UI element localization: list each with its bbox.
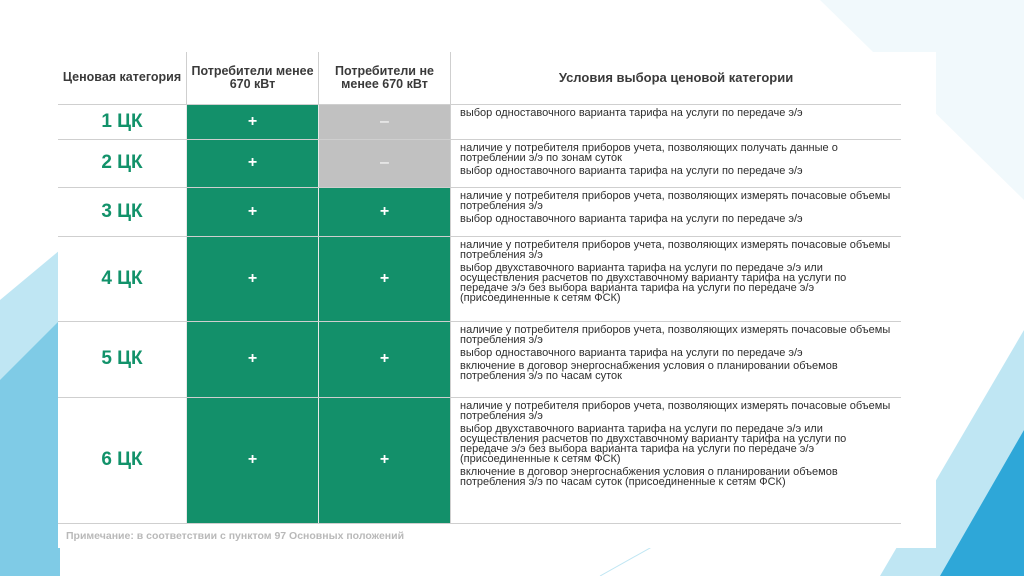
conditions-cell — [451, 321, 902, 397]
category-cell: 4 ЦК — [58, 236, 187, 321]
large-consumer-cell: + — [319, 397, 451, 523]
large-consumer-cell: – — [319, 104, 451, 139]
small-consumer-cell: + — [187, 104, 319, 139]
header-consumers-less-670: Потребители менее 670 кВт — [187, 52, 319, 104]
category-cell: 5 ЦК — [58, 321, 187, 397]
conditions-cell — [451, 187, 902, 236]
header-consumers-not-less-670: Потребители не менее 670 кВт — [319, 52, 451, 104]
condition-line: выбор двухставочного варианта тарифа на услуги по передаче э/э или осуществления расчетов по двухставочному варианту тарифа на услуги по передаче э/э без выбора варианта тарифа на услуги по передаче э/э (присоединенные к сетям ФСК) — [460, 422, 847, 465]
table-row — [58, 397, 901, 523]
conditions-cell — [451, 104, 902, 139]
small-consumer-cell: + — [187, 321, 319, 397]
conditions-cell — [451, 236, 902, 321]
small-consumer-cell: + — [187, 397, 319, 523]
category-cell: 1 ЦК — [58, 104, 187, 139]
condition-line: выбор одноставочного варианта тарифа на услуги по передаче э/э — [460, 164, 803, 177]
condition-line: наличие у потребителя приборов учета, позволяющих измерять почасовые объемы потребления э/э — [460, 323, 891, 346]
table-row — [58, 321, 901, 397]
condition-line: наличие у потребителя приборов учета, позволяющих измерять почасовые объемы потребления э/э — [460, 399, 891, 422]
condition-line: включение в договор энергоснабжения условия о планировании объемов потребления э/э по часам суток (присоединенные к сетям ФСК) — [460, 465, 838, 488]
large-consumer-cell: + — [319, 187, 451, 236]
header-conditions: Условия выбора ценовой категории — [451, 52, 902, 104]
header-price-category: Ценовая категория — [58, 52, 187, 104]
table-row — [58, 236, 901, 321]
slide-content — [58, 52, 936, 548]
large-consumer-cell: + — [319, 321, 451, 397]
category-cell: 2 ЦК — [58, 139, 187, 187]
table-row — [58, 187, 901, 236]
condition-line: наличие у потребителя приборов учета, позволяющих получать данные о потреблении э/э по зонам суток — [460, 141, 838, 164]
table-header-row — [58, 52, 901, 104]
large-consumer-cell: + — [319, 236, 451, 321]
conditions-cell — [451, 139, 902, 187]
large-consumer-cell: – — [319, 139, 451, 187]
small-consumer-cell: + — [187, 139, 319, 187]
condition-line: выбор двухставочного варианта тарифа на услуги по передаче э/э или осуществления расчетов по двухставочному варианту тарифа на услуги по передаче э/э без выбора варианта тарифа на услуги по передаче э/э (присоединенные к сетям ФСК) — [460, 261, 847, 304]
price-category-table — [58, 52, 901, 524]
condition-line: выбор одноставочного варианта тарифа на услуги по передаче э/э — [460, 346, 803, 359]
table-row — [58, 139, 901, 187]
condition-line: включение в договор энергоснабжения условия о планировании объемов потребления э/э по часам суток — [460, 359, 838, 382]
category-cell: 6 ЦК — [58, 397, 187, 523]
conditions-cell — [451, 397, 902, 523]
small-consumer-cell: + — [187, 187, 319, 236]
condition-line: выбор одноставочного варианта тарифа на услуги по передаче э/э — [460, 212, 803, 225]
category-cell: 3 ЦК — [58, 187, 187, 236]
table-row — [58, 104, 901, 139]
condition-line: наличие у потребителя приборов учета, позволяющих измерять почасовые объемы потребления э/э — [460, 238, 891, 261]
condition-line: наличие у потребителя приборов учета, позволяющих измерять почасовые объемы потребления э/э — [460, 189, 891, 212]
condition-line: выбор одноставочного варианта тарифа на услуги по передаче э/э — [460, 106, 803, 119]
footnote: Примечание: в соответствии с пунктом 97 Основных положений — [66, 530, 405, 542]
small-consumer-cell: + — [187, 236, 319, 321]
